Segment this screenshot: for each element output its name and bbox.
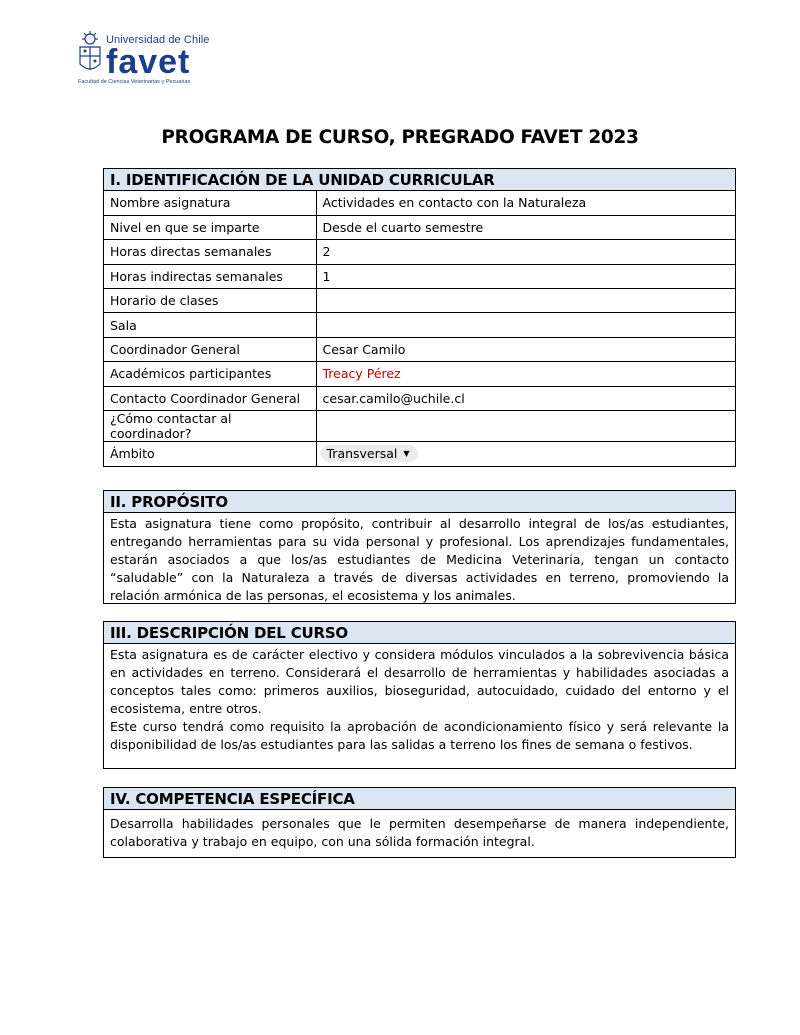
table-row xyxy=(104,215,735,239)
row-value: Actividades en contacto con la Naturaleza xyxy=(322,195,587,211)
description-section xyxy=(103,621,736,769)
description-paragraph: Esta asignatura es de carácter electivo y considera módulos vinculados a la sobrevivencia básica en actividades en terreno. Considerará el desarrollo de herramientas y habilidades asociadas a conceptos tales como: primeros auxilios, bioseguridad, autocuidado, cuidado del entorno y el ecosistema, entre otros. xyxy=(110,647,729,716)
table-row xyxy=(104,386,735,410)
table-row xyxy=(104,411,735,442)
row-label: Nivel en que se imparte xyxy=(104,215,316,239)
row-label: Sala xyxy=(104,313,316,337)
purpose-text: Esta asignatura tiene como propósito, contribuir al desarrollo integral de los/as estudiantes, entregando herramientas para su vida personal y profesional. Los aprendizajes fundamentales, estarán asociados a que los/as estudiantes de Medicina Veterinaria, tengan un contacto “saludable” con la Naturaleza a través de diversas actividades en terreno, promoviendo la relación armónica de las personas, el ecosistema y los animales. xyxy=(110,516,729,603)
ambito-dropdown[interactable] xyxy=(321,445,418,462)
table-row xyxy=(104,337,735,361)
row-value: cesar.camilo@uchile.cl xyxy=(316,386,735,410)
competence-text: Desarrolla habilidades personales que le permiten desempeñarse de manera independiente, colaborativa y trabajo en equipo, con una sólida formación integral. xyxy=(110,816,729,849)
purpose-section xyxy=(103,490,736,604)
competence-section xyxy=(103,787,736,858)
ambito-selected-value: Transversal xyxy=(326,446,398,462)
description-paragraph: Este curso tendrá como requisito la aprobación de acondicionamiento físico y será relevante la disponibilidad de los/as estudiantes para las salidas a terreno los fines de semana o festivos. xyxy=(110,719,729,752)
identification-section xyxy=(103,168,736,467)
purpose-heading: II. PROPÓSITO xyxy=(104,491,735,513)
table-row xyxy=(104,313,735,337)
chevron-down-icon: ▼ xyxy=(403,449,410,459)
row-label: Académicos participantes xyxy=(104,362,316,386)
row-value xyxy=(316,411,735,442)
table-row xyxy=(104,264,735,288)
university-name: Universidad de Chile xyxy=(106,34,210,46)
row-value: 1 xyxy=(316,264,735,288)
competence-heading: IV. COMPETENCIA ESPECÍFICA xyxy=(104,788,735,810)
identification-heading: I. IDENTIFICACIÓN DE LA UNIDAD CURRICULAR xyxy=(104,169,735,191)
description-text xyxy=(104,644,735,756)
page-title: PROGRAMA DE CURSO, PREGRADO FAVET 2023 xyxy=(161,127,639,148)
identification-table xyxy=(104,191,735,466)
favet-logo xyxy=(76,30,256,88)
row-value xyxy=(316,442,735,466)
table-row xyxy=(104,289,735,313)
row-label: Nombre asignatura xyxy=(104,191,316,215)
table-row xyxy=(104,442,735,466)
table-row xyxy=(104,191,735,215)
row-label: Horas directas semanales xyxy=(104,240,316,264)
row-value: Desde el cuarto semestre xyxy=(316,215,735,239)
row-value: 2 xyxy=(316,240,735,264)
row-label: ¿Cómo contactar al coordinador? xyxy=(104,411,316,442)
row-value xyxy=(316,313,735,337)
row-value: Cesar Camilo xyxy=(316,337,735,361)
table-row xyxy=(104,362,735,386)
row-label: Coordinador General xyxy=(104,337,316,361)
row-label: Horas indirectas semanales xyxy=(104,264,316,288)
row-label: Horario de clases xyxy=(104,289,316,313)
row-label: Contacto Coordinador General xyxy=(104,386,316,410)
brand-name: favet xyxy=(106,43,191,81)
row-value xyxy=(316,289,735,313)
row-label: Ámbito xyxy=(104,442,316,466)
description-heading: III. DESCRIPCIÓN DEL CURSO xyxy=(104,622,735,644)
row-value: Treacy Pérez xyxy=(316,362,735,386)
faculty-name: Facultad de Ciencias Veterinarias y Pecuarias xyxy=(78,79,191,85)
university-crest-icon xyxy=(76,30,104,80)
table-row xyxy=(104,240,735,264)
